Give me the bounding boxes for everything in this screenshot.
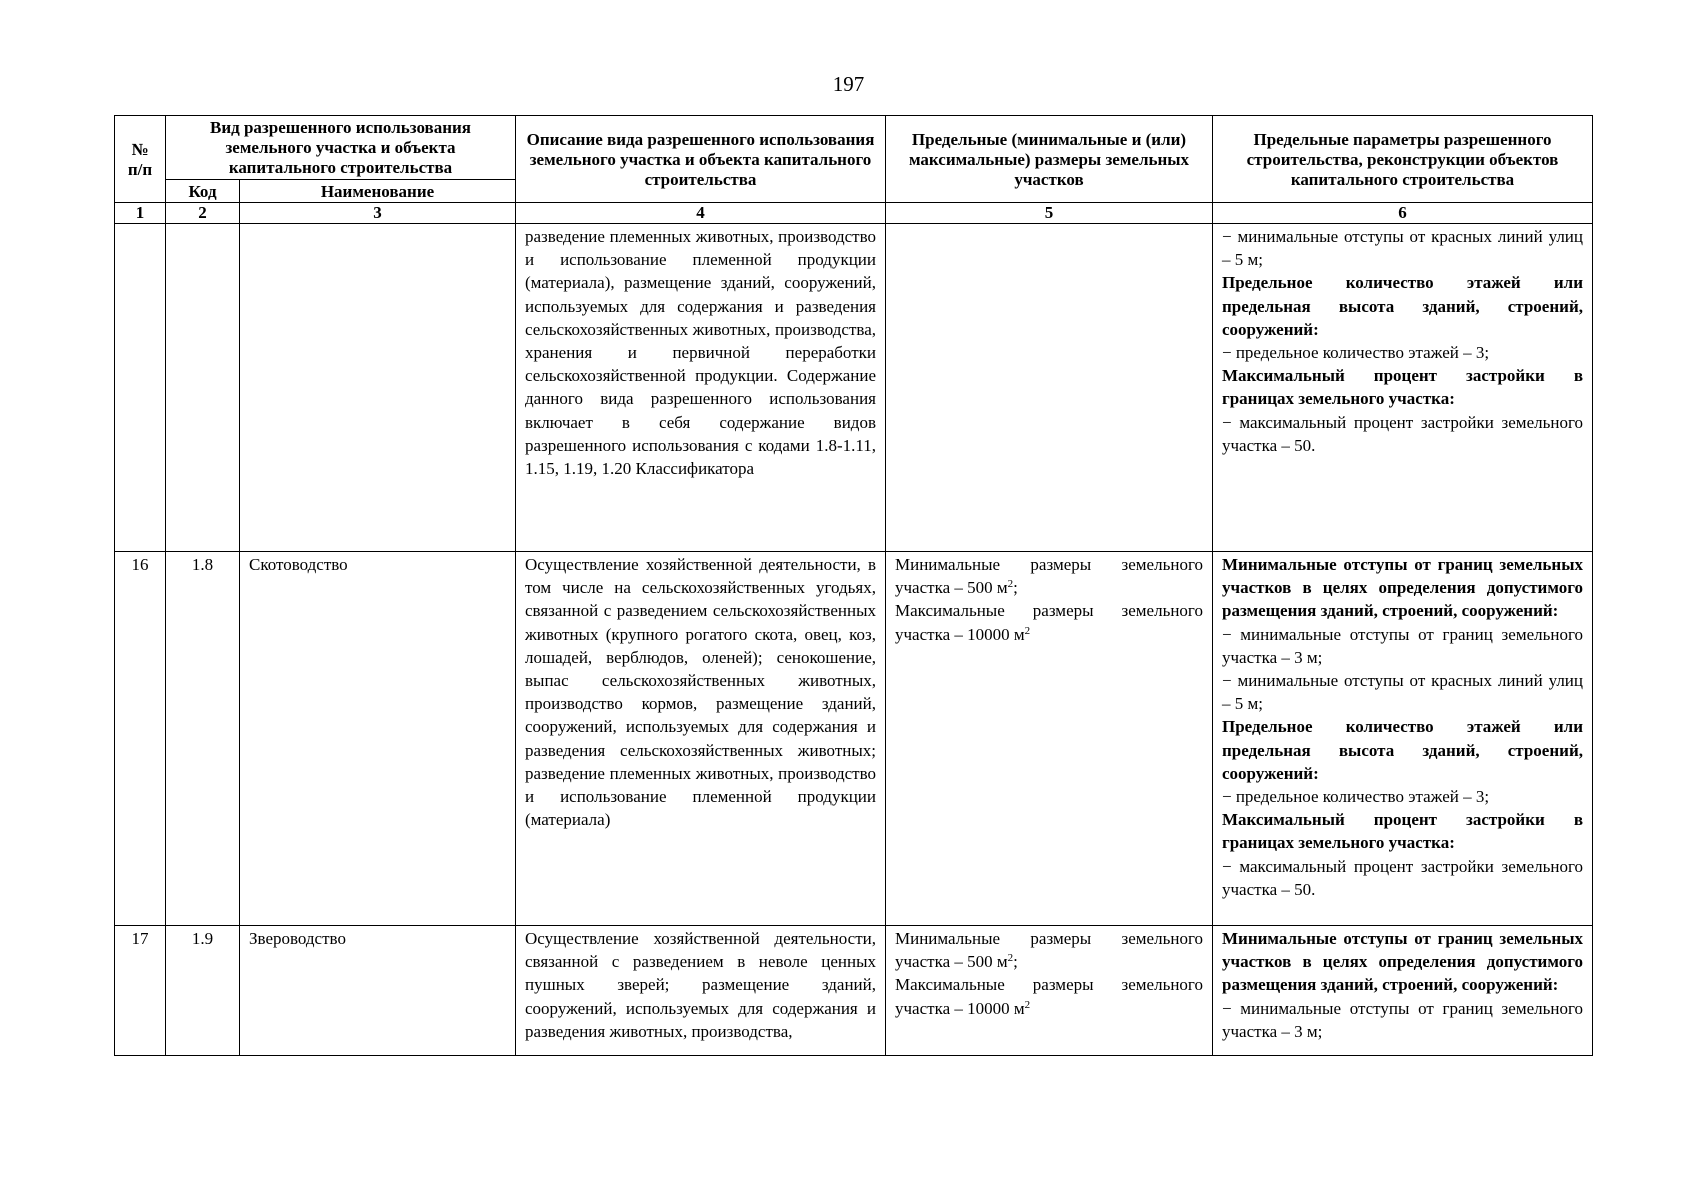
param-heading: Максимальный процент застройки в границах земельного участка:: [1222, 810, 1583, 853]
param-heading: Предельное количество этажей или предельная высота зданий, строений, сооружений:: [1222, 273, 1583, 339]
min-size-sup: 2: [1007, 952, 1014, 965]
param-line: − минимальные отступы от красных линий улиц – 5 м;: [1222, 227, 1583, 270]
page-number: 197: [832, 72, 865, 96]
max-size-sup: 2: [1024, 624, 1031, 637]
row-params: [1213, 224, 1593, 552]
row-num: 16: [115, 552, 166, 926]
header-name: Наименование: [240, 180, 516, 203]
param-heading: Минимальные отступы от границ земельных участков в целях определения допустимого размещения зданий, строений, сооружений:: [1222, 929, 1583, 995]
row-code: 1.8: [166, 552, 240, 926]
max-size-text: Максимальные размеры земельного участка – 10000 м: [895, 975, 1203, 1018]
column-number: 2: [166, 203, 240, 224]
row-num: [115, 224, 166, 552]
header-sizes: Предельные (минимальные и (или) максимальные) размеры земельных участков: [886, 116, 1213, 203]
min-size-line: Минимальные размеры земельного участка – 500 $м^2$;: [895, 555, 1203, 598]
max-size-line: [895, 599, 1203, 645]
table-row: [115, 926, 1593, 1056]
max-size-sup: 2: [1024, 998, 1031, 1011]
row-description: разведение племенных животных, производство и использование племенной продукции (материала), размещение зданий, сооружений, используемых для содержания и разведения сельскохозяйственных животных, производства, хранения и первичной переработки сельскохозяйственной продукции. Содержание данного вида разрешенного использования включает в себя содержание видов разрешенного использования с кодами 1.8-1.11, 1.15, 1.19, 1.20 Классификатора: [516, 224, 886, 552]
param-line: − предельное количество этажей – 3;: [1222, 343, 1490, 363]
row-sizes: [886, 926, 1213, 1056]
row-description: Осуществление хозяйственной деятельности, связанной с разведением в неволе ценных пушных зверей; размещение зданий, сооружений, используемых для содержания и разведения животных, производства,: [516, 926, 886, 1056]
column-number: 6: [1213, 203, 1593, 224]
param-heading: Предельное количество этажей или предельная высота зданий, строений, сооружений:: [1222, 717, 1583, 783]
row-sizes: [886, 552, 1213, 926]
row-name: Скотоводство: [240, 552, 516, 926]
param-line: − минимальные отступы от границ земельного участка – 3 м;: [1222, 998, 1583, 1041]
table-row: [115, 224, 1593, 552]
header-description: Описание вида разрешенного использования земельного участка и объекта капитального строительства: [516, 116, 886, 203]
row-name: [240, 224, 516, 552]
table-row: [115, 552, 1593, 926]
min-size-sup: 2: [1007, 578, 1014, 591]
param-heading: Максимальный процент застройки в границах земельного участка:: [1222, 366, 1583, 409]
row-description: Осуществление хозяйственной деятельности, в том числе на сельскохозяйственных угодьях, связанной с разведением сельскохозяйственных животных (крупного рогатого скота, овец, коз, лошадей, верблюдов, оленей); сенокошение, выпас сельскохозяйственных животных, производство кормов, размещение зданий, сооружений, используемых для содержания и разведения сельскохозяйственных животных; разведение племенных животных, производство и использование племенной продукции (материала): [516, 552, 886, 926]
param-line: − максимальный процент застройки земельного участка – 50.: [1222, 412, 1583, 455]
row-params: [1213, 552, 1593, 926]
row-num: 17: [115, 926, 166, 1056]
param-line: − минимальные отступы от красных линий улиц – 5 м;: [1222, 671, 1583, 714]
column-number: 3: [240, 203, 516, 224]
row-name: Звероводство: [240, 926, 516, 1056]
min-size-text: Минимальные размеры земельного участка – 500 м: [895, 555, 1203, 598]
row-code: 1.9: [166, 926, 240, 1056]
param-heading: Минимальные отступы от границ земельных участков в целях определения допустимого размещения зданий, строений, сооружений:: [1222, 555, 1583, 621]
param-line: − минимальные отступы от границ земельного участка – 3 м;: [1222, 624, 1583, 667]
param-line: − максимальный процент застройки земельного участка – 50.: [1222, 856, 1583, 899]
row-params: [1213, 926, 1593, 1056]
row-code: [166, 224, 240, 552]
column-number: 4: [516, 203, 886, 224]
header-code: Код: [166, 180, 240, 203]
max-size-text: Максимальные размеры земельного участка – 10000 м: [895, 601, 1203, 644]
land-use-table: [114, 115, 1593, 1056]
row-sizes: [886, 224, 1213, 552]
column-number: 5: [886, 203, 1213, 224]
column-numbers-row: [115, 203, 1593, 224]
param-line: − предельное количество этажей – 3;: [1222, 787, 1490, 807]
max-size-line: [895, 973, 1203, 1019]
min-size-text: Минимальные размеры земельного участка – 500 м: [895, 929, 1203, 972]
column-number: 1: [115, 203, 166, 224]
header-num: № п/п: [115, 116, 166, 203]
min-size-line: Минимальные размеры земельного участка – 500 $м^2$;: [895, 929, 1203, 972]
header-params: Предельные параметры разрешенного строительства, реконструкции объектов капитального строительства: [1213, 116, 1593, 203]
header-use-type: Вид разрешенного использования земельного участка и объекта капитального строительства: [166, 116, 516, 180]
